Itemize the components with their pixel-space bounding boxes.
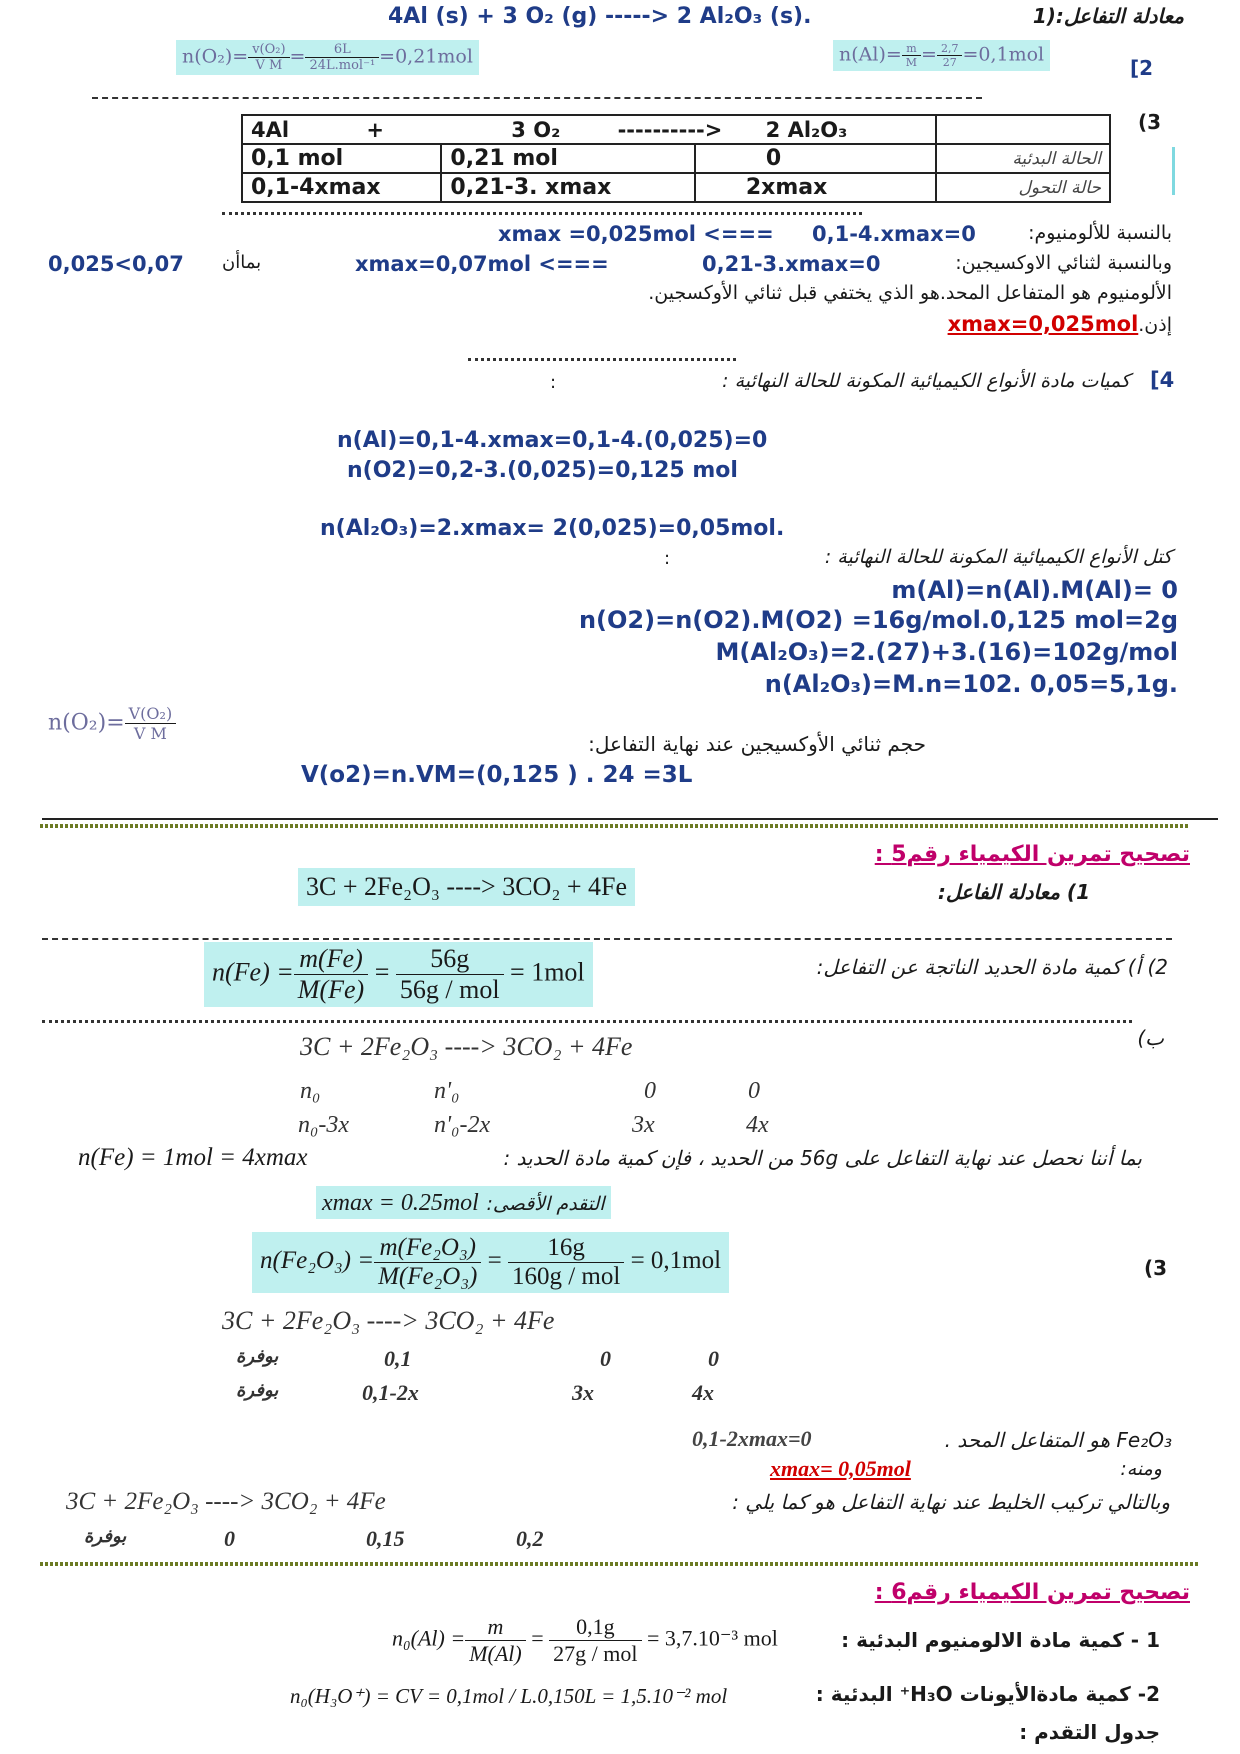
item-number-4: [4 bbox=[1150, 368, 1175, 392]
o2-equation: 0,21-3.xmax=0 bbox=[702, 252, 881, 276]
cell: بوفرة bbox=[236, 1346, 279, 1367]
table-cell: 0,21 mol bbox=[441, 144, 694, 173]
m-al: m(Al)=n(Al).M(Al)= 0 bbox=[891, 576, 1178, 604]
fraction-numerator: 16g bbox=[508, 1234, 624, 1263]
al-equation: 0,1-4.xmax=0 bbox=[812, 222, 976, 246]
fraction-numerator: 2,7 bbox=[937, 42, 963, 56]
table-cell: 0,21-3. xmax bbox=[441, 173, 694, 202]
fraction-denominator: V M bbox=[255, 58, 283, 73]
fraction-denominator: M(Fe₂O₃) bbox=[378, 1263, 478, 1290]
colon: : bbox=[550, 372, 557, 393]
formula-result: = 3,7.10⁻³ mol bbox=[647, 1625, 778, 1651]
n-al2o3-final: n(Al₂O₃)=2.xmax= 2(0,025)=0,05mol. bbox=[320, 516, 785, 541]
ex5-row-initial bbox=[300, 1078, 760, 1105]
divider bbox=[468, 358, 736, 361]
table-cell: الحالة البدئية bbox=[936, 144, 1110, 173]
ex5-hence: ومنه: bbox=[1120, 1458, 1162, 1480]
ex5-title bbox=[875, 842, 1190, 867]
limiting-reactant-text: الألومنيوم هو المتفاعل المحد.هو الذي يختفي قبل ثنائي الأوكسجين. bbox=[648, 282, 1172, 304]
fraction-denominator: 56g / mol bbox=[399, 975, 500, 1004]
formula-lhs: n(Fe) = bbox=[212, 957, 294, 987]
ex5-row-final bbox=[84, 1526, 644, 1556]
ex5-equation-b: 3C + 2Fe₂O₃ ----> 3CO₂ + 4Fe bbox=[300, 1032, 633, 1061]
molar-mass-al2o3: M(Al₂O₃)=2.(27)+3.(16)=102g/mol bbox=[715, 638, 1178, 666]
formula-result: =0,1mol bbox=[962, 43, 1045, 66]
star-divider bbox=[40, 1562, 1200, 1566]
divider bbox=[92, 97, 982, 99]
cell: 4x bbox=[746, 1112, 769, 1138]
fraction-denominator: 160g / mol bbox=[511, 1263, 621, 1290]
table-row bbox=[242, 173, 1110, 202]
cell: n₀-3x bbox=[298, 1112, 349, 1138]
ex5-row-transform-3 bbox=[236, 1380, 836, 1410]
ex5-equation: 3C + 2Fe₂O₃ ----> 3CO₂ + 4Fe bbox=[298, 868, 635, 906]
n-fe-equation: n(Fe) = 1mol = 4xmax bbox=[78, 1144, 308, 1171]
ex5-since-text: بما أننا نحصل عند نهاية التفاعل على 56g من الحديد ، فإن كمية مادة الحديد : bbox=[503, 1146, 1142, 1170]
cell: بوفرة bbox=[236, 1380, 279, 1401]
formula-lhs: n(Fe₂O₃) = bbox=[260, 1247, 375, 1275]
cell: n'₀-2x bbox=[434, 1112, 491, 1138]
fraction-numerator: m(Fe) bbox=[294, 944, 368, 975]
cell: 0,1-2x bbox=[362, 1380, 419, 1405]
divider bbox=[42, 1020, 1132, 1023]
cell: 0,2 bbox=[516, 1526, 544, 1551]
xmax-result: xmax=0,025mol bbox=[947, 312, 1139, 336]
n-fe2o3-formula: n(Fe₂O₃) = $\frac{\text{m(Fe₂O₃)}}{\text{M(Fe₂O₃)}}$ = 16g 160g / mol = 0,1mol bbox=[252, 1232, 729, 1293]
ex6-item2-formula: n₀(H₃O⁺) = CV = 0,1mol / L.0,150L = 1,5.10⁻² mol bbox=[290, 1684, 728, 1708]
colon: : bbox=[664, 548, 671, 569]
o2-xmax: xmax=0,07mol <=== bbox=[355, 252, 609, 276]
divider bbox=[42, 818, 1218, 820]
equation-term: 3 O₂ bbox=[511, 117, 561, 142]
fraction-numerator: 0,1g bbox=[549, 1614, 641, 1641]
reaction-equation: 4Al (s) + 3 O₂ (g) -----> 2 Al₂O₃ (s). bbox=[388, 4, 812, 29]
ex5-limiting-eq: 0,1-2xmax=0 bbox=[692, 1426, 812, 1451]
mass-title: كتل الأنواع الكيميائية المكونة للحالة النهائية : bbox=[824, 546, 1172, 568]
ex5-label-b: ب) bbox=[1137, 1026, 1164, 1050]
formula-result: = 0,1mol bbox=[630, 1247, 722, 1275]
table-cell: 0,1 mol bbox=[242, 144, 441, 173]
formula-lhs: n(Al)= bbox=[839, 43, 902, 66]
fraction-denominator: M(Al) bbox=[469, 1641, 522, 1666]
formula-lhs: n₀(Al) = bbox=[392, 1625, 466, 1651]
ex5-xmax-result: xmax= 0,05mol bbox=[770, 1456, 911, 1481]
cell: 3x bbox=[572, 1380, 594, 1405]
table-cell: 0 bbox=[695, 144, 936, 173]
n-o2-final: n(O2)=0,2-3.(0,025)=0,125 mol bbox=[347, 458, 738, 483]
cell: 0 bbox=[644, 1078, 656, 1104]
n-al-formula: n(Al)= $\frac{m}{M}$ = $\frac{2,7}{27}$ =0,1mol bbox=[833, 40, 1050, 71]
al-label: بالنسبة للألومنيوم: bbox=[1028, 222, 1172, 244]
equation-arrow: ----------> bbox=[617, 117, 723, 142]
since-label: بماأن bbox=[222, 252, 262, 273]
star-divider bbox=[40, 824, 1190, 828]
m-al2o3: n(Al₂O₃)=M.n=102. 0,05=5,1g. bbox=[764, 670, 1178, 698]
formula-lhs: n(O₂)= bbox=[48, 710, 125, 736]
xmax-box bbox=[316, 1186, 611, 1219]
ex5-label-1: 1) معادلة الفاعل: bbox=[937, 880, 1090, 904]
fraction-numerator: m(Fe₂O₃) bbox=[374, 1234, 481, 1263]
ex5-equation-final: 3C + 2Fe₂O₃ ----> 3CO₂ + 4Fe bbox=[66, 1488, 386, 1515]
decorative-bar bbox=[1172, 147, 1175, 195]
table-cell: 0,1-4xmax bbox=[242, 173, 441, 202]
ex5-limiting: Fe₂O₃ هو المتفاعل المحد . bbox=[944, 1428, 1172, 1452]
ex5-title-text: تصحيح تمرين الكيمياء رقم5 : bbox=[874, 842, 1190, 867]
table-row bbox=[242, 115, 1110, 144]
cell: 0 bbox=[708, 1346, 719, 1371]
divider bbox=[222, 212, 862, 215]
ex5-row-initial-3 bbox=[236, 1346, 836, 1376]
item-number-3: (3 bbox=[1138, 110, 1162, 134]
m-o2: n(O2)=n(O2).M(O2) =16g/mol.0,125 mol=2g bbox=[578, 606, 1178, 634]
item-number-2: [2 bbox=[1130, 56, 1154, 80]
table-cell bbox=[936, 115, 1110, 144]
ex6-title-text: تصحيح تمرين الكيمياء رقم6 : bbox=[874, 1580, 1190, 1605]
fraction-denominator: 27g / mol bbox=[553, 1641, 638, 1666]
ex6-table-label: جدول التقدم : bbox=[1019, 1720, 1160, 1744]
cell: n₀ bbox=[300, 1078, 321, 1104]
comparison: 0,025<0,07 bbox=[48, 252, 184, 276]
fraction-denominator: V M bbox=[133, 724, 167, 743]
n-al-final: n(Al)=0,1-4.xmax=0,1-4.(0,025)=0 bbox=[337, 428, 768, 453]
cell: بوفرة bbox=[84, 1526, 127, 1547]
fraction-numerator: 56g bbox=[396, 944, 504, 975]
section4-title: كميات مادة الأنواع الكيميائية المكونة للحالة النهائية : bbox=[722, 370, 1130, 392]
fraction-denominator: M(Fe) bbox=[297, 975, 365, 1004]
fraction-denominator: 27 bbox=[942, 56, 957, 69]
fraction-numerator: m bbox=[465, 1614, 526, 1641]
conclusion bbox=[948, 312, 1172, 336]
fraction-denominator: M bbox=[905, 56, 918, 69]
cell: 0 bbox=[224, 1526, 235, 1551]
formula-lhs: n(O₂)= bbox=[182, 45, 249, 68]
xmax-value: xmax = 0.25mol bbox=[322, 1190, 479, 1216]
ex5-number-3: (3 bbox=[1144, 1256, 1168, 1280]
ex6-item1-formula: n₀(Al) = $\frac{m}{M(Al)}$ = 0,1g 27g / mol = 3,7.10⁻³ mol bbox=[392, 1614, 778, 1666]
cell: n'₀ bbox=[434, 1078, 460, 1104]
n-o2-formula: n(O₂)= $\frac{\text{v(O₂)}}{\text{V M}}$ = 6L 24L.mol⁻¹ =0,21mol bbox=[176, 40, 479, 75]
ex5-label-2a: 2) أ) كمية مادة الحديد الناتجة عن التفاعل: bbox=[816, 955, 1168, 979]
o2-label: وبالنسبة لثنائي الاوكسيجين: bbox=[955, 252, 1172, 274]
cell: 3x bbox=[632, 1112, 655, 1138]
side-formula bbox=[48, 704, 176, 743]
ex6-item2-label: 2- كمية مادةالأيونات H₃O⁺ البدئية : bbox=[815, 1682, 1160, 1706]
fraction-numerator: 6L bbox=[305, 42, 379, 58]
cell: 0 bbox=[748, 1078, 760, 1104]
volume-title: حجم ثنائي الأوكسيجين عند نهاية التفاعل: bbox=[588, 732, 926, 756]
table-cell bbox=[242, 115, 936, 144]
table-cell: 2xmax bbox=[695, 173, 936, 202]
cell: 0,1 bbox=[384, 1346, 412, 1371]
cell: 0,15 bbox=[366, 1526, 405, 1551]
conclusion-prefix: إذن. bbox=[1138, 314, 1172, 336]
equation-term: 4Al bbox=[251, 117, 290, 142]
ex5-row-transform bbox=[298, 1112, 769, 1139]
formula-result: =0,21mol bbox=[379, 45, 473, 68]
n-fe-formula: n(Fe) = $\frac{m(Fe)}{M(Fe)}$ = 56g 56g / mol = 1mol bbox=[204, 942, 593, 1007]
fraction-numerator: m bbox=[902, 42, 921, 56]
equation-term: + bbox=[366, 117, 384, 142]
fraction-numerator: V(O₂) bbox=[125, 704, 177, 724]
label-reaction-equation: معادلة التفاعل:(1 bbox=[1032, 4, 1184, 28]
xmax-label: التقدم الأقصى: bbox=[486, 1193, 605, 1215]
al-xmax: xmax =0,025mol <=== bbox=[498, 222, 774, 246]
equation-term: 2 Al₂O₃ bbox=[765, 117, 848, 142]
formula-result: = 1mol bbox=[510, 957, 585, 987]
ex5-equation-3: 3C + 2Fe₂O₃ ----> 3CO₂ + 4Fe bbox=[222, 1306, 555, 1335]
fraction-numerator: v(O₂) bbox=[248, 42, 289, 58]
ex6-item1-label: 1 - كمية مادة الالومنيوم البدئية : bbox=[841, 1628, 1160, 1652]
volume-result: V(o2)=n.VM=(0,125 ) . 24 =3L bbox=[301, 762, 693, 788]
progress-table bbox=[241, 114, 1111, 203]
fraction-denominator: 24L.mol⁻¹ bbox=[309, 58, 376, 73]
ex6-title bbox=[875, 1580, 1190, 1605]
cell: 4x bbox=[692, 1380, 714, 1405]
divider bbox=[42, 938, 1172, 940]
table-cell: حالة التحول bbox=[936, 173, 1110, 202]
cell: 0 bbox=[600, 1346, 611, 1371]
ex5-final-text: وبالتالي تركيب الخليط عند نهاية التفاعل هو كما يلي : bbox=[732, 1490, 1170, 1514]
table-row bbox=[242, 144, 1110, 173]
